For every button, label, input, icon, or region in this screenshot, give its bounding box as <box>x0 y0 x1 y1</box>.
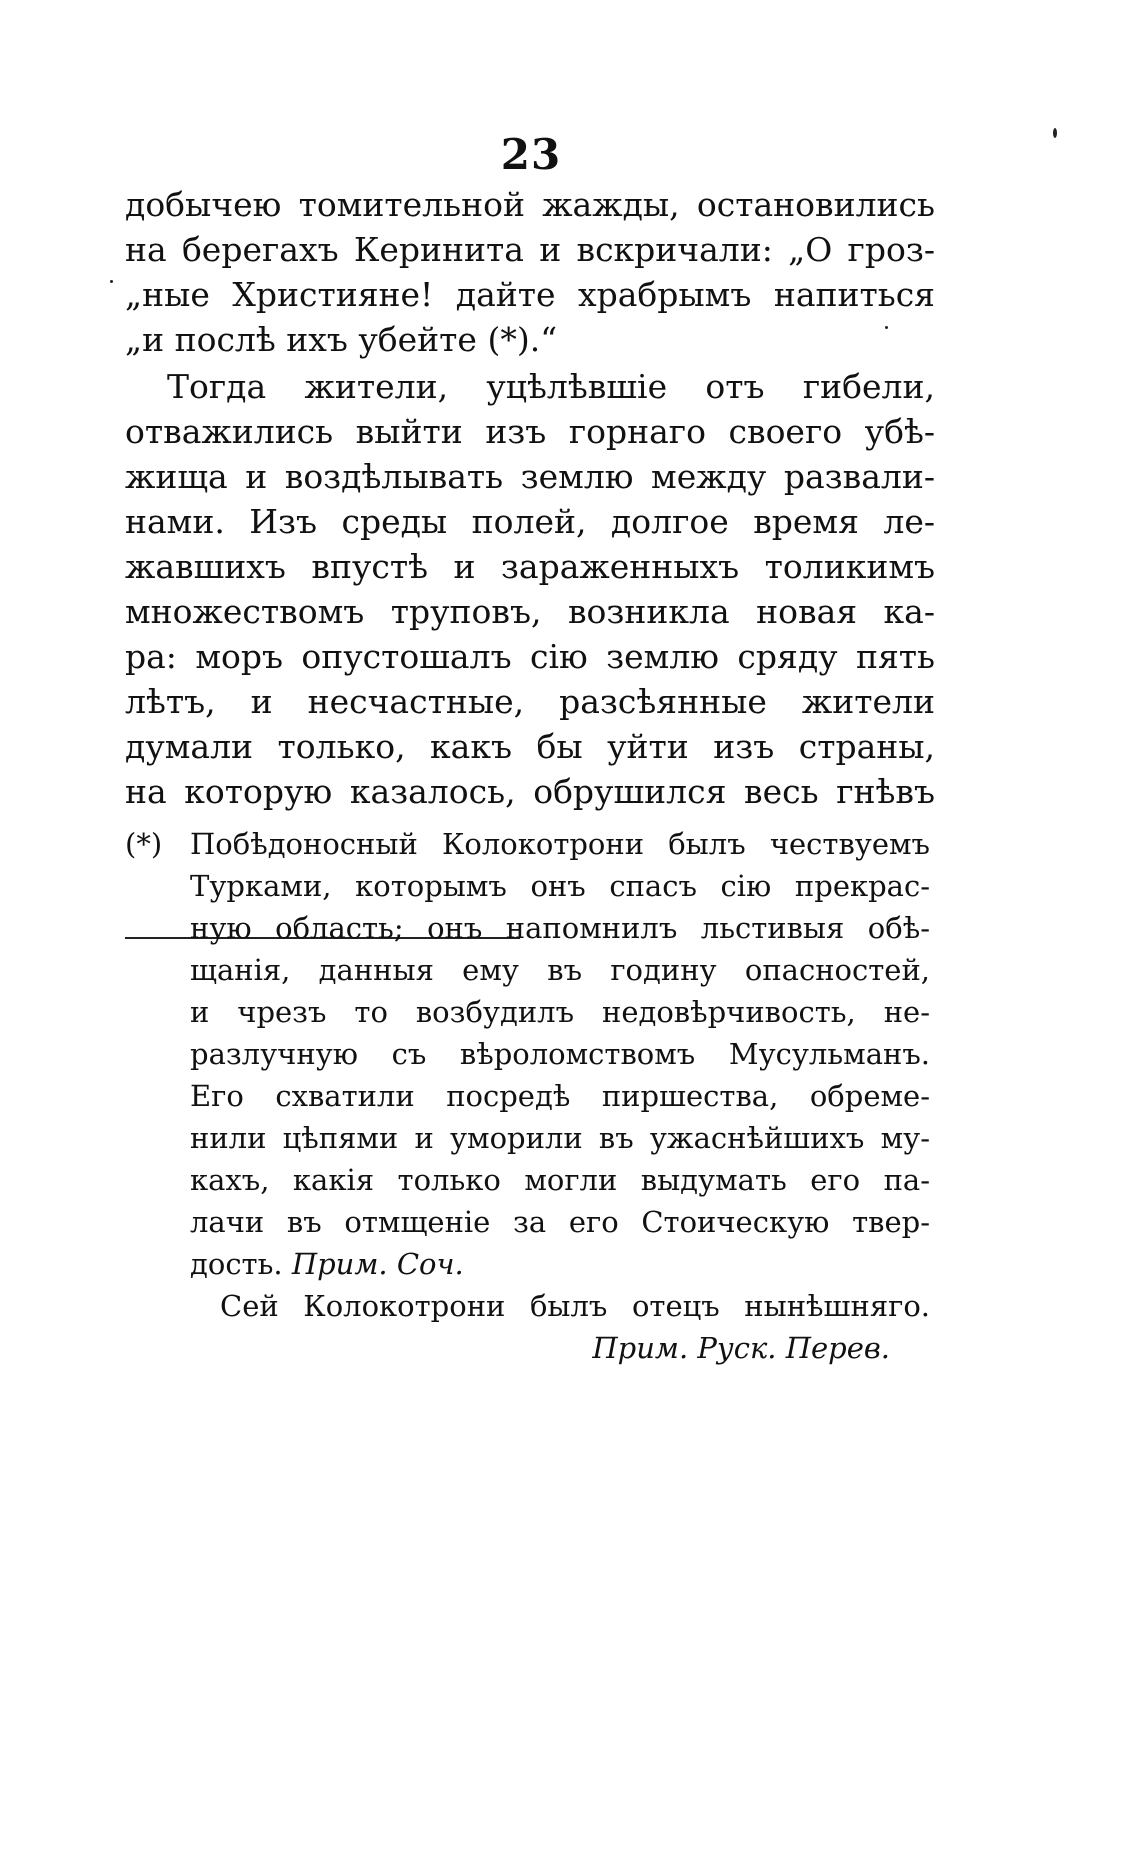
text-line: на которую казалось, обрушился весь гнѣвъ <box>125 772 935 811</box>
footnote-line: нили цѣпями и уморили въ ужаснѣйшихъ му- <box>190 1121 930 1155</box>
author-note-attribution: Прим. Соч. <box>291 1247 464 1281</box>
text-line: нами. Изъ среды полей, долгое время ле- <box>125 502 935 541</box>
scan-speck <box>885 326 888 329</box>
footnote-line: Его схватили посредѣ пиршества, обреме- <box>190 1079 930 1113</box>
footnote-line: кахъ, какія только могли выдумать его па- <box>190 1163 930 1197</box>
footnote-marker: (*) <box>125 827 163 861</box>
translator-note-line: Сей Колокотрони былъ отецъ нынѣшняго. <box>220 1289 930 1323</box>
page-number: 23 <box>500 130 562 179</box>
text-line: лѣтъ, и несчастные, разсѣянные жители <box>125 682 935 721</box>
scan-speck <box>110 280 113 283</box>
text-line: „ные Християне! дайте храбрымъ напиться <box>125 275 935 314</box>
footnote-last-text: дость. <box>190 1247 283 1281</box>
text-line: отважились выйти изъ горнаго своего убѣ- <box>125 412 935 451</box>
footnote-line: и чрезъ то возбудилъ недовѣрчивость, не- <box>190 995 930 1029</box>
footnote-line: Турками, которымъ онъ спасъ сію прекрас- <box>190 869 930 903</box>
text-line: жавшихъ впустѣ и зараженныхъ толикимъ <box>125 547 935 586</box>
text-line: множествомъ труповъ, возникла новая ка- <box>125 592 935 631</box>
translator-note-attribution: Прим. Руск. Перев. <box>592 1331 890 1365</box>
scan-speck <box>1053 128 1057 138</box>
text-line: ра: моръ опустошалъ сію землю сряду пять <box>125 637 935 676</box>
text-line: „и послѣ ихъ убейте (*).“ <box>125 320 558 359</box>
text-line: жища и воздѣлывать землю между развали- <box>125 457 935 496</box>
footnote-line: щанія, данныя ему въ годину опасностей, <box>190 953 930 987</box>
footnote-last-line <box>190 1242 930 1286</box>
footnote-line: Побѣдоносный Колокотрони былъ чествуемъ <box>190 827 930 861</box>
paragraph-first-line: Тогда жители, уцѣлѣвшіе отъ гибели, <box>167 367 935 406</box>
text-line: на берегахъ Керинита и вскричали: „О гроз- <box>125 230 935 269</box>
footnote-line: ную область; онъ напомнилъ льстивыя обѣ- <box>190 911 930 945</box>
footnote-line: лачи въ отмщеніе за его Стоическую твер- <box>190 1205 930 1239</box>
footnote-line: разлучную съ вѣроломствомъ Мусульманъ. <box>190 1037 930 1071</box>
text-line: добычею томительной жажды, остановились <box>125 185 935 224</box>
text-line: думали только, какъ бы уйти изъ страны, <box>125 727 935 766</box>
